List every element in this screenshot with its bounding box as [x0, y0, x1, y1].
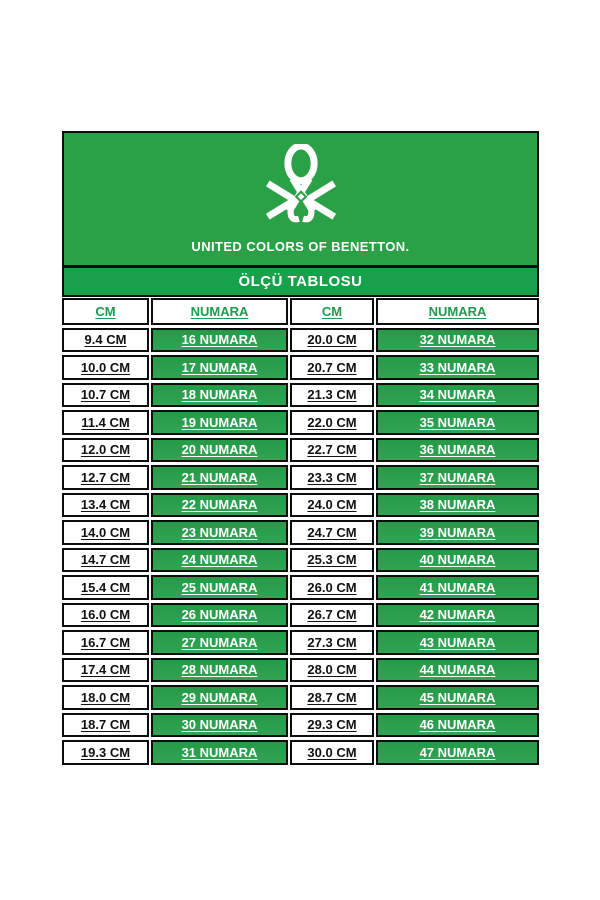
benetton-knot-icon	[266, 144, 336, 234]
cm-cell: 10.7 CM	[62, 383, 149, 408]
table-row	[62, 438, 539, 463]
size-table	[60, 295, 541, 768]
numara-cell: 16 NUMARA	[151, 328, 288, 353]
numara-cell: 47 NUMARA	[376, 740, 539, 765]
numara-cell: 33 NUMARA	[376, 355, 539, 380]
numara-cell: 23 NUMARA	[151, 520, 288, 545]
numara-cell: 29 NUMARA	[151, 685, 288, 710]
numara-cell: 26 NUMARA	[151, 603, 288, 628]
cm-cell: 12.0 CM	[62, 438, 149, 463]
table-row	[62, 713, 539, 738]
cm-cell: 23.3 CM	[290, 465, 374, 490]
cm-cell: 22.0 CM	[290, 410, 374, 435]
cm-cell: 18.7 CM	[62, 713, 149, 738]
cm-cell: 18.0 CM	[62, 685, 149, 710]
cm-cell: 11.4 CM	[62, 410, 149, 435]
column-header-cm: CM	[290, 298, 374, 325]
cm-cell: 26.7 CM	[290, 603, 374, 628]
table-row	[62, 493, 539, 518]
brand-wordmark: UNITED COLORS OF BENETTON.	[191, 239, 410, 254]
cm-cell: 26.0 CM	[290, 575, 374, 600]
numara-cell: 38 NUMARA	[376, 493, 539, 518]
numara-cell: 43 NUMARA	[376, 630, 539, 655]
cm-cell: 12.7 CM	[62, 465, 149, 490]
table-row	[62, 520, 539, 545]
numara-cell: 34 NUMARA	[376, 383, 539, 408]
numara-cell: 17 NUMARA	[151, 355, 288, 380]
table-row	[62, 355, 539, 380]
column-header-cm: CM	[62, 298, 149, 325]
numara-cell: 41 NUMARA	[376, 575, 539, 600]
numara-cell: 28 NUMARA	[151, 658, 288, 683]
cm-cell: 13.4 CM	[62, 493, 149, 518]
size-chart-sheet	[62, 131, 539, 768]
cm-cell: 16.7 CM	[62, 630, 149, 655]
table-row	[62, 630, 539, 655]
numara-cell: 46 NUMARA	[376, 713, 539, 738]
numara-cell: 39 NUMARA	[376, 520, 539, 545]
table-row	[62, 685, 539, 710]
cm-cell: 14.0 CM	[62, 520, 149, 545]
column-header-numara: NUMARA	[376, 298, 539, 325]
numara-cell: 35 NUMARA	[376, 410, 539, 435]
numara-cell: 18 NUMARA	[151, 383, 288, 408]
cm-cell: 22.7 CM	[290, 438, 374, 463]
table-row	[62, 383, 539, 408]
cm-cell: 15.4 CM	[62, 575, 149, 600]
numara-cell: 24 NUMARA	[151, 548, 288, 573]
numara-cell: 22 NUMARA	[151, 493, 288, 518]
cm-cell: 20.7 CM	[290, 355, 374, 380]
table-row	[62, 410, 539, 435]
cm-cell: 9.4 CM	[62, 328, 149, 353]
numara-cell: 44 NUMARA	[376, 658, 539, 683]
table-row	[62, 575, 539, 600]
cm-cell: 24.0 CM	[290, 493, 374, 518]
numara-cell: 21 NUMARA	[151, 465, 288, 490]
cm-cell: 24.7 CM	[290, 520, 374, 545]
numara-cell: 20 NUMARA	[151, 438, 288, 463]
cm-cell: 30.0 CM	[290, 740, 374, 765]
cm-cell: 19.3 CM	[62, 740, 149, 765]
numara-cell: 32 NUMARA	[376, 328, 539, 353]
numara-cell: 19 NUMARA	[151, 410, 288, 435]
cm-cell: 17.4 CM	[62, 658, 149, 683]
cm-cell: 16.0 CM	[62, 603, 149, 628]
numara-cell: 25 NUMARA	[151, 575, 288, 600]
column-header-numara: NUMARA	[151, 298, 288, 325]
cm-cell: 14.7 CM	[62, 548, 149, 573]
numara-cell: 40 NUMARA	[376, 548, 539, 573]
table-row	[62, 740, 539, 765]
table-header-row	[62, 298, 539, 325]
numara-cell: 45 NUMARA	[376, 685, 539, 710]
cm-cell: 27.3 CM	[290, 630, 374, 655]
cm-cell: 21.3 CM	[290, 383, 374, 408]
numara-cell: 31 NUMARA	[151, 740, 288, 765]
cm-cell: 25.3 CM	[290, 548, 374, 573]
cm-cell: 28.0 CM	[290, 658, 374, 683]
numara-cell: 30 NUMARA	[151, 713, 288, 738]
size-table-title-bar	[62, 267, 539, 297]
numara-cell: 42 NUMARA	[376, 603, 539, 628]
cm-cell: 10.0 CM	[62, 355, 149, 380]
numara-cell: 27 NUMARA	[151, 630, 288, 655]
table-row	[62, 603, 539, 628]
table-row	[62, 328, 539, 353]
table-row	[62, 465, 539, 490]
table-row	[62, 548, 539, 573]
table-row	[62, 658, 539, 683]
brand-panel	[62, 131, 539, 267]
cm-cell: 28.7 CM	[290, 685, 374, 710]
cm-cell: 20.0 CM	[290, 328, 374, 353]
numara-cell: 36 NUMARA	[376, 438, 539, 463]
numara-cell: 37 NUMARA	[376, 465, 539, 490]
page-title: ÖLÇÜ TABLOSU	[238, 273, 363, 290]
cm-cell: 29.3 CM	[290, 713, 374, 738]
